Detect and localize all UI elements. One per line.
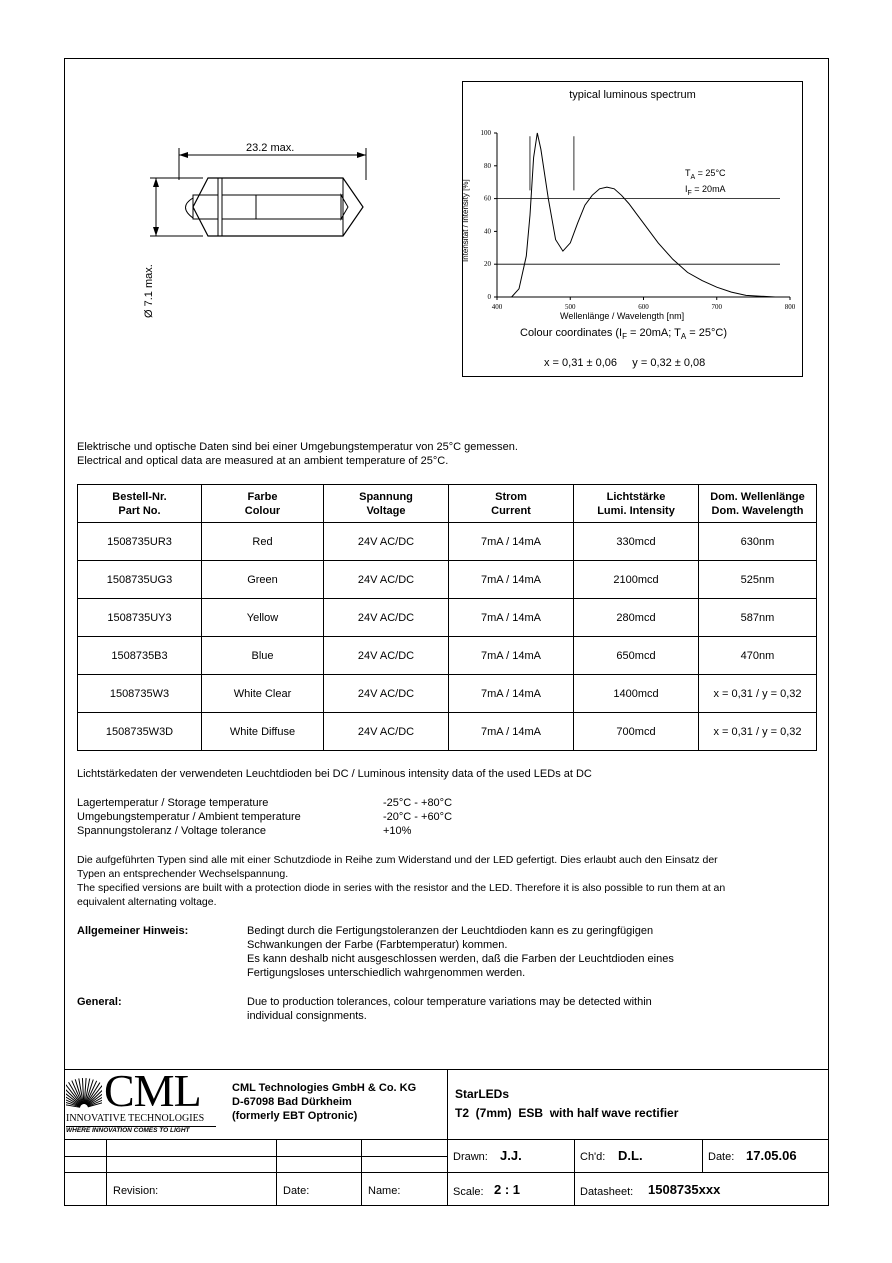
company-formerly: (formerly EBT Optronic) — [232, 1110, 358, 1122]
ambient-note-de: Elektrische und optische Daten sind bei einer Umgebungstemperatur von 25°C gemessen. — [77, 441, 518, 453]
scale-label: Scale: — [453, 1186, 484, 1198]
spectrum-ylabel: Intensität / Intensity [%] — [461, 179, 470, 262]
cell-part-no: 1508735UG3 — [78, 561, 202, 599]
general-line: Due to production tolerances, colour temperature variations may be detected within — [247, 996, 652, 1008]
cell-intensity: 2100mcd — [574, 561, 699, 599]
colour-coordinates-title: Colour coordinates ($I_F = 20mA$; $T_A = 25^\circ C$) — [520, 327, 728, 342]
cell-voltage: 24V AC/DC — [324, 599, 449, 637]
general-line: individual consignments. — [247, 1010, 367, 1022]
y-tick-label: 80 — [484, 161, 491, 170]
company-name: CML Technologies GmbH & Co. KG — [232, 1082, 417, 1094]
protection-de-line2: Typen an entsprechender Wechselspannung. — [77, 868, 289, 880]
revision-name-label: Name: — [368, 1185, 401, 1197]
cell-voltage: 24V AC/DC — [324, 523, 449, 561]
protection-de-line1: Die aufgeführten Typen sind alle mit einer Schutzdiode in Reihe zum Widerstand und der LED gefertigt. Dies erlaubt auch den Einsatz der — [77, 854, 718, 866]
spec-value: -25°C - +80°C — [383, 797, 453, 809]
ta-condition: $T_A = 25^\circ C$ — [685, 168, 726, 181]
x-tick-label: 500 — [565, 303, 576, 311]
x-tick-label: 800 — [784, 303, 796, 311]
x-tick-label: 600 — [638, 303, 649, 311]
y-tick-label: 60 — [484, 194, 491, 203]
checked-label: Ch'd: — [580, 1151, 606, 1163]
header-current: Strom Current — [449, 485, 574, 523]
logo-subtitle: INNOVATIVE TECHNOLOGIES — [66, 1113, 205, 1124]
datasheet-value: 1508735xxx — [648, 1182, 721, 1197]
cell-current: 7mA / 14mA — [449, 523, 574, 561]
spec-label: Lagertemperatur / Storage temperature — [77, 797, 269, 809]
table-row — [78, 713, 817, 751]
cell-current: 7mA / 14mA — [449, 637, 574, 675]
hinweis-label: Allgemeiner Hinweis: — [77, 925, 189, 937]
table-row — [78, 561, 817, 599]
x-tick-label: 400 — [491, 303, 503, 311]
table-row — [78, 523, 817, 561]
protection-en-line2: equivalent alternating voltage. — [77, 896, 217, 908]
revision-date-label: Date: — [283, 1185, 310, 1197]
x-tick-label: 700 — [711, 303, 722, 311]
cell-current: 7mA / 14mA — [449, 561, 574, 599]
ambient-note-en: Electrical and optical data are measured at an ambient temperature of 25°C. — [77, 455, 449, 467]
drawn-value: J.J. — [500, 1148, 522, 1163]
cell-part-no: 1508735UY3 — [78, 599, 202, 637]
cell-wavelength: 587nm — [699, 599, 817, 637]
spec-value: -20°C - +60°C — [383, 811, 453, 823]
logo-text: CML — [104, 1065, 201, 1116]
header-intensity: Lichtstärke Lumi. Intensity — [574, 485, 699, 523]
product-family: StarLEDs — [455, 1087, 510, 1101]
spec-label: Umgebungstemperatur / Ambient temperature — [77, 811, 301, 823]
cell-intensity: 650mcd — [574, 637, 699, 675]
table-row — [78, 599, 817, 637]
cell-current: 7mA / 14mA — [449, 675, 574, 713]
date-label: Date: — [708, 1151, 735, 1163]
drawn-label: Drawn: — [453, 1151, 488, 1163]
table-row — [78, 675, 817, 713]
length-dimension-label: 23.2 max. — [246, 142, 295, 154]
company-address: D-67098 Bad Dürkheim — [232, 1096, 352, 1108]
cell-wavelength: x = 0,31 / y = 0,32 — [699, 675, 817, 713]
spec-value: +10% — [383, 825, 412, 837]
header-colour: Farbe Colour — [202, 485, 324, 523]
luminous-note: Lichtstärkedaten der verwendeten Leuchtdioden bei DC / Luminous intensity data of the used LEDs at DC — [77, 768, 592, 780]
hinweis-line: Fertigungsloses unterschiedlich wahrgenommen werden. — [247, 967, 526, 979]
hinweis-line: Schwankungen der Farbe (Farbtemperatur) kommen. — [247, 939, 508, 951]
cell-voltage: 24V AC/DC — [324, 675, 449, 713]
cell-colour: Blue — [202, 637, 324, 675]
y-tick-label: 0 — [487, 293, 491, 301]
cell-colour: Yellow — [202, 599, 324, 637]
cell-intensity: 280mcd — [574, 599, 699, 637]
logo-tagline: WHERE INNOVATION COMES TO LIGHT — [66, 1126, 216, 1134]
cell-voltage: 24V AC/DC — [324, 561, 449, 599]
y-tick-label: 20 — [484, 260, 491, 269]
cell-intensity: 700mcd — [574, 713, 699, 751]
cell-voltage: 24V AC/DC — [324, 713, 449, 751]
header-voltage: Spannung Voltage — [324, 485, 449, 523]
table-row — [78, 637, 817, 675]
cell-wavelength: 525nm — [699, 561, 817, 599]
sunburst-logo-icon — [66, 1074, 102, 1114]
spectrum-title: typical luminous spectrum — [569, 89, 696, 101]
product-title: T2 (7mm) ESB with half wave rectifier — [455, 1106, 679, 1120]
date-value: 17.05.06 — [746, 1148, 797, 1163]
diameter-dimension-label: Ø 7.1 max. — [143, 264, 155, 318]
table-header-row — [78, 485, 817, 523]
header-wavelength: Dom. Wellenlänge Dom. Wavelength — [699, 485, 817, 523]
cell-wavelength: x = 0,31 / y = 0,32 — [699, 713, 817, 751]
cell-voltage: 24V AC/DC — [324, 637, 449, 675]
if-condition: $I_F = 20mA$ — [685, 184, 726, 197]
cell-current: 7mA / 14mA — [449, 713, 574, 751]
cell-colour: White Diffuse — [202, 713, 324, 751]
colour-coordinates-values: x = 0,31 ± 0,06 y = 0,32 ± 0,08 — [544, 357, 706, 369]
hinweis-line: Es kann deshalb nicht ausgeschlossen werden, daß die Farben der Leuchtdioden eines — [247, 953, 674, 965]
general-label: General: — [77, 996, 122, 1008]
hinweis-line: Bedingt durch die Fertigungstoleranzen der Leuchtdioden kann es zu geringfügigen — [247, 925, 654, 937]
cell-part-no: 1508735W3D — [78, 713, 202, 751]
cell-colour: Red — [202, 523, 324, 561]
revision-label: Revision: — [113, 1185, 159, 1197]
y-tick-label: 100 — [480, 129, 491, 137]
cell-part-no: 1508735B3 — [78, 637, 202, 675]
protection-en-line1: The specified versions are built with a protection diode in series with the resistor and the LED. Therefore it is also possible to run them at an — [77, 882, 726, 894]
cell-part-no: 1508735UR3 — [78, 523, 202, 561]
product-table — [77, 484, 817, 751]
spectrum-series-line — [512, 133, 776, 297]
y-tick-label: 40 — [484, 227, 491, 236]
cell-intensity: 1400mcd — [574, 675, 699, 713]
cell-intensity: 330mcd — [574, 523, 699, 561]
cell-colour: Green — [202, 561, 324, 599]
checked-value: D.L. — [618, 1148, 643, 1163]
cell-part-no: 1508735W3 — [78, 675, 202, 713]
cell-current: 7mA / 14mA — [449, 599, 574, 637]
led-drawing — [138, 140, 378, 330]
spec-label: Spannungstoleranz / Voltage tolerance — [77, 825, 266, 837]
spectrum-xlabel: Wellenlänge / Wavelength [nm] — [560, 311, 685, 321]
scale-value: 2 : 1 — [494, 1182, 521, 1197]
datasheet-label: Datasheet: — [580, 1186, 634, 1198]
cell-wavelength: 630nm — [699, 523, 817, 561]
header-part-no: Bestell-Nr. Part No. — [78, 485, 202, 523]
cell-wavelength: 470nm — [699, 637, 817, 675]
cell-colour: White Clear — [202, 675, 324, 713]
